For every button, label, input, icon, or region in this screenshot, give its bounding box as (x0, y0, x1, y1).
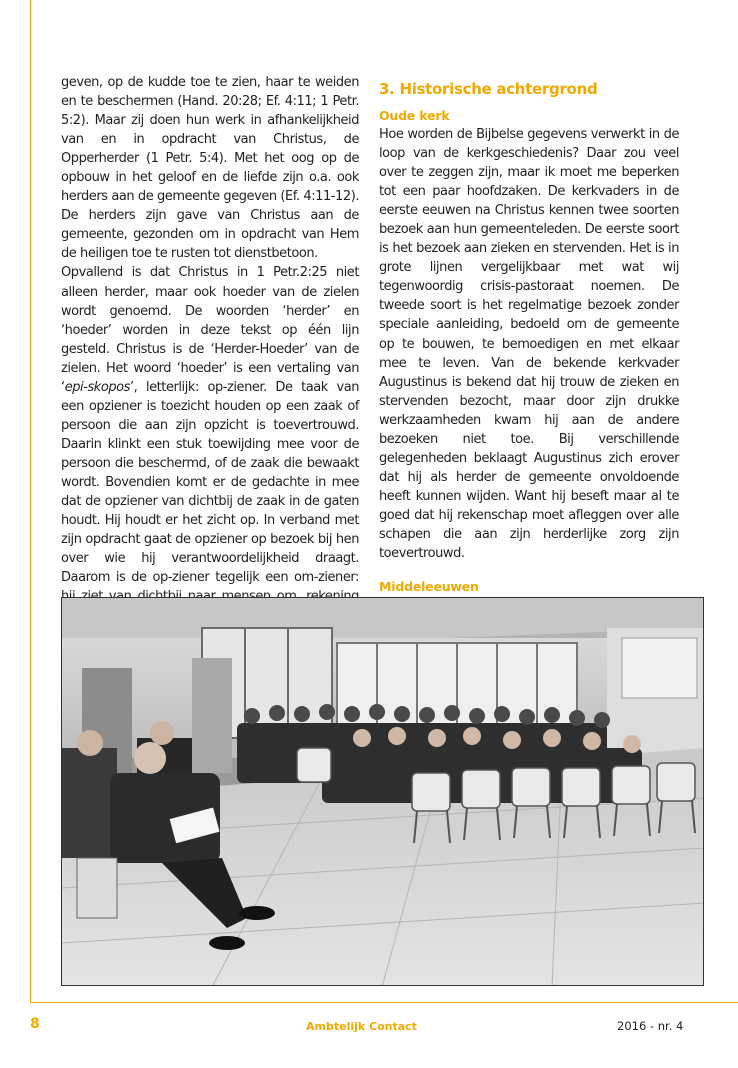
subheading-middeleeuwen: Middeleeuwen (379, 579, 479, 595)
journal-title: Ambtelijk Contact (306, 1020, 417, 1033)
page-number: 8 (30, 1016, 40, 1032)
left-paragraph-2-start: Opvallend is dat Christus in 1 Petr.2:25 niet alleen herder, maar ook hoeder van de zielen wordt genoemd. De woorden ‘herder’ en ‘hoeder’ worden in deze tekst op één lijn gesteld. Christus is de ‘Herder-Hoeder’ van de zielen. Het woord ‘hoeder’ is een vertaling van ‘ (61, 265, 359, 395)
margin-rule-vertical (30, 0, 31, 1003)
left-paragraph-1: geven, op de kudde toe te zien, haar te weiden en te beschermen (Hand. 20:28; Ef. 4:11; 1 Petr. 5:2). Maar zij doen hun werk in afhankelijkheid van en in opdracht van Christus, de Opperherder (1 Petr. 5:4). Met het oog op de opbouw in het geloof en de liefde zijn o.a. ook herders aan de gemeente gegeven (Ef. 4:11-12). De herders zijn gave van Christus aan de gemeente, gezonden om in opdracht van Hem de heiligen toe te rusten tot dienstbetoon. (61, 75, 359, 262)
left-paragraph-2 (61, 263, 359, 625)
right-column (379, 125, 679, 634)
left-paragraph-2-italic: epi-skopos (64, 379, 130, 395)
right-paragraph-1: Hoe worden de Bijbelse gegevens verwerkt in de loop van de kerkgeschiedenis? Daar zou veel over te zeggen zijn, maar ik moet me beperken tot een paar hoofdzaken. De kerkvaders in de eerste eeuwen na Christus kennen twee soorten bezoek aan hun gemeenteleden. De eerste soort is het bezoek aan zieken en stervenden. Het is in grote lijnen vergelijkbaar met wat wij tegenwoordig crisis-pastoraat noemen. De tweede soort is het regelmatige bezoek zonder speciale aanleiding, bedoeld om de gemeente op te bouwen, te bemoedigen en met elkaar mee te leven. Van de bekende kerkvader Augustinus is bekend dat hij trouw de zieken en stervenden bezocht, maar door zijn drukke werkzaamheden kwam hij aan de andere bezoeken niet toe. Bij verschillende gelegenheden beklaagt Augustinus zich erover dat hij als herder de gemeente onvoldoende heeft kunnen wijden. Want hij beseft maar al te goed dat hij rekenschap moet afleggen over alle schapen die aan zijn herderlijke zorg zijn toevertrouwd. (379, 127, 679, 562)
margin-rule-horizontal (30, 1002, 738, 1003)
section-heading: 3. Historische achtergrond (379, 80, 598, 98)
meeting-photo (61, 597, 704, 986)
left-column (61, 73, 359, 625)
subheading-oude-kerk: Oude kerk (379, 108, 450, 123)
left-paragraph-2-end: ’, letterlijk: op-ziener. De taak van een opziener is toezicht houden op een zaak of persoon die aan zijn opzicht is toevertrouwd. Daarin klinkt een stuk toewijding mee voor de persoon die beschermd, of de zaak die bewaakt wordt. Bovendien komt er de gedachte in mee dat de opziener van dichtbij de zaak in de gaten houdt. Hij houdt er het zicht op. In verband met zijn opdracht gaat de opziener op bezoek bij hen over wie hij verantwoordelijkheid draagt. Daarom is de op-ziener tegelijk een om-ziener: (61, 379, 359, 586)
issue-label: 2016 - nr. 4 (617, 1019, 684, 1033)
